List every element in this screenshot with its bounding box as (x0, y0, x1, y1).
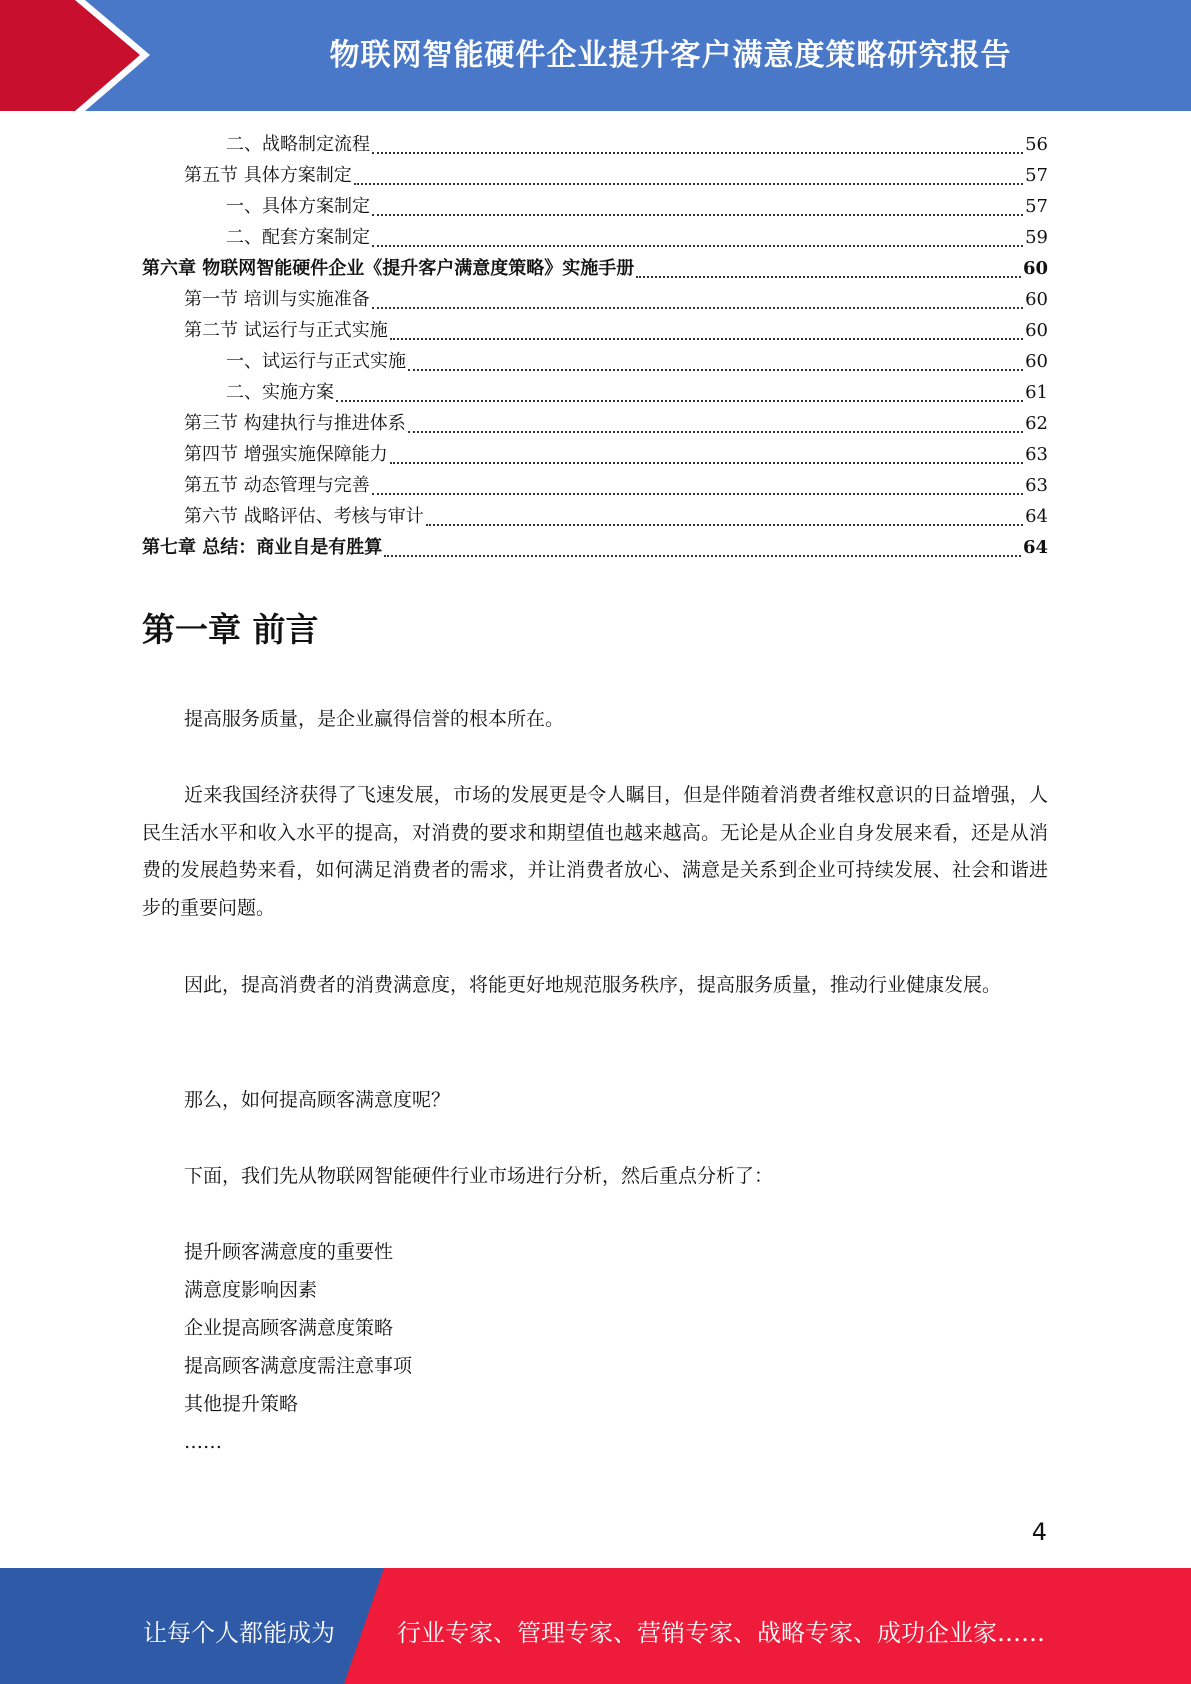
list-item: 提高顾客满意度需注意事项 (184, 1355, 413, 1377)
footer-banner (0, 1568, 1191, 1684)
footer-slogan-left: 让每个人都能成为 (143, 1619, 335, 1647)
toc-chapter-entry[interactable]: 第六章 物联网智能硬件企业《提升客户满意度策略》实施手册 60 (142, 258, 1048, 279)
list-item: …… (184, 1431, 222, 1453)
toc-entry[interactable]: 二、实施方案 61 (226, 382, 1048, 403)
toc-chapter-entry[interactable]: 第七章 总结：商业自是有胜算 64 (142, 537, 1048, 558)
body-paragraph: 近来我国经济获得了飞速发展，市场的发展更是令人瞩目，但是伴随着消费者维权意识的日益增强，人民生活水平和收入水平的提高，对消费的要求和期望值也越来越高。无论是从企业自身发展来看，还是从消费的发展趋势来看，如何满足消费者的需求，并让消费者放心、满意是关系到企业可持续发展、社会和谐进步的重要问题。 (142, 784, 1048, 919)
body-paragraph: 提高服务质量，是企业赢得信誉的根本所在。 (184, 708, 565, 730)
body-paragraph: 因此，提高消费者的消费满意度，将能更好地规范服务秩序，提高服务质量，推动行业健康发展。 (184, 974, 1002, 996)
list-item: 提升顾客满意度的重要性 (184, 1241, 394, 1263)
toc-entry[interactable]: 第二节 试运行与正式实施 60 (184, 320, 1048, 341)
list-item: 企业提高顾客满意度策略 (184, 1317, 394, 1339)
footer-slogan-right: 行业专家、管理专家、营销专家、战略专家、成功企业家…… (397, 1619, 1045, 1647)
body-paragraph: 那么，如何提高顾客满意度呢？ (184, 1089, 451, 1111)
toc-entry[interactable]: 第五节 具体方案制定 57 (184, 165, 1048, 186)
report-title: 物联网智能硬件企业提升客户满意度策略研究报告 (329, 38, 1012, 73)
topic-list (184, 1233, 412, 1461)
toc-entry[interactable]: 二、战略制定流程 56 (226, 134, 1048, 155)
toc-entry[interactable]: 第四节 增强实施保障能力 63 (184, 444, 1048, 465)
toc-entry[interactable]: 第一节 培训与实施准备 60 (184, 289, 1048, 310)
list-item: 满意度影响因素 (184, 1279, 318, 1301)
toc-entry[interactable]: 一、试运行与正式实施 60 (226, 351, 1048, 372)
toc-entry[interactable]: 第三节 构建执行与推进体系 62 (184, 413, 1048, 434)
body-paragraph: 下面，我们先从物联网智能硬件行业市场进行分析，然后重点分析了： (184, 1165, 774, 1187)
header-banner (0, 0, 1191, 111)
toc-entry[interactable]: 第五节 动态管理与完善 63 (184, 475, 1048, 496)
toc-entry[interactable]: 二、配套方案制定 59 (226, 227, 1048, 248)
table-of-contents (142, 130, 1048, 564)
toc-entry[interactable]: 第六节 战略评估、考核与审计 64 (184, 506, 1048, 527)
page-number: 4 (1031, 1518, 1047, 1546)
toc-entry[interactable]: 一、具体方案制定 57 (226, 196, 1048, 217)
chapter-heading: 第一章 前言 (142, 610, 319, 649)
list-item: 其他提升策略 (184, 1393, 299, 1415)
